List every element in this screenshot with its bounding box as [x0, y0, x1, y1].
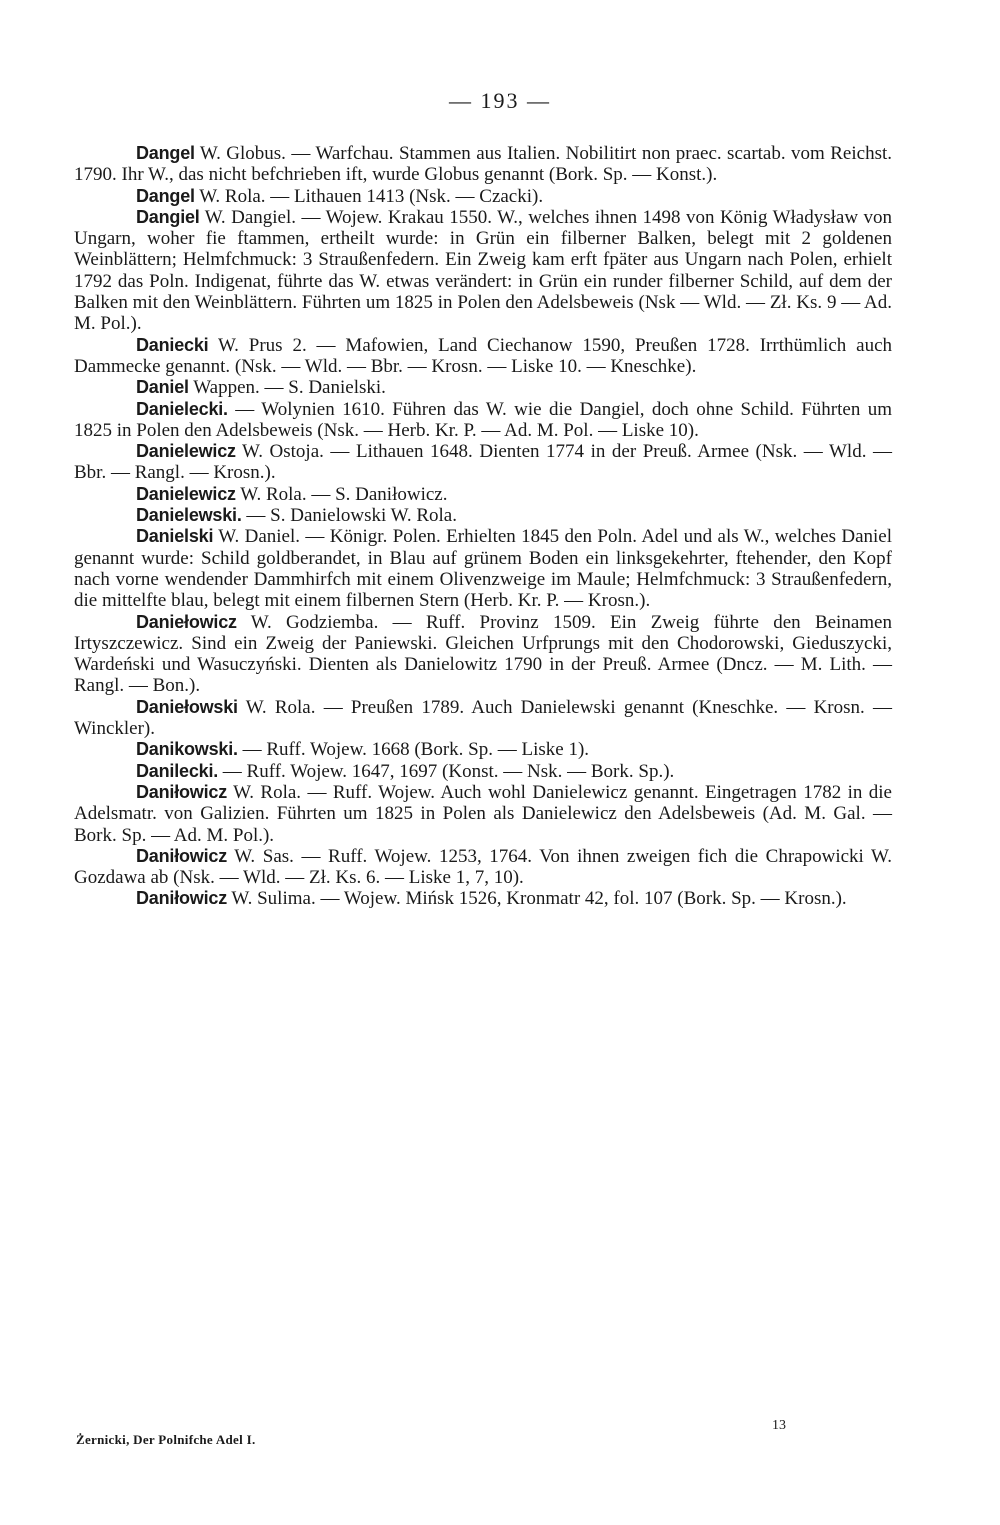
entry-text: W. Globus. — Warfchau. Stammen aus Italien. Nobilitirt non praec. scartab. vom Reichst. 1790. Ihr W., das nicht befchrieben ift, wurde Globus genannt (Bork. Sp. — Konst.).	[74, 143, 892, 186]
entry	[74, 335, 892, 378]
entry-text: — Ruff. Wojew. 1668 (Bork. Sp. — Liske 1).	[237, 739, 590, 761]
entry-text: — S. Danielowski W. Rola.	[241, 505, 457, 527]
entry-list	[74, 143, 892, 910]
entry	[74, 888, 892, 909]
entry	[74, 505, 892, 526]
entry-name: Dangiel	[136, 206, 200, 227]
entry-text: Wappen. — S. Danielski.	[188, 377, 386, 399]
entry-name: Daniełowski	[136, 696, 238, 717]
entry-text: — Ruff. Wojew. 1647, 1697 (Konst. — Nsk. — Bork. Sp.).	[218, 760, 675, 782]
entry	[74, 186, 892, 207]
entry-name: Dangel	[136, 143, 195, 163]
entry-text: — Wolynien 1610. Führen das W. wie die Dangiel, doch ohne Schild. Führten um 1825 in Polen den Adelsbeweis (Nsk. — Herb. Kr. P. — Ad. M. Pol. — Liske 10).	[74, 398, 892, 441]
entry-name: Daniłowicz	[136, 845, 228, 866]
entry-text: W. Daniel. — Königr. Polen. Erhielten 1845 den Poln. Adel und als W., welches Daniel genannt wurde: Schild goldberandet, in Blau auf grünem Boden ein linksgekehrter, ftehender, den Kopf nach vorne wendender Dammhirfch mit einem Olivenzweige im Maule; Helmfchmuck: 3 Straußenfedern, die mittelfte blau, belegt mit einem filbernen Stern (Herb. Kr. P. — Krosn.).	[74, 526, 892, 612]
entry-text: W. Rola. — Lithauen 1413 (Nsk. — Czacki).	[194, 185, 544, 207]
page-number: — 193 —	[449, 88, 551, 113]
entry-text: W. Rola. — Preußen 1789. Auch Danielewski genannt (Kneschke. — Krosn. — Winckler).	[74, 696, 892, 740]
entry-name: Daniel	[136, 377, 189, 398]
entry-text: W. Sulima. — Wojew. Mińsk 1526, Kronmatr 42, fol. 107 (Bork. Sp. — Krosn.).	[227, 888, 847, 910]
entry-name: Daniłowicz	[136, 781, 228, 802]
entry	[74, 782, 892, 846]
entry-name: Daniecki	[136, 334, 209, 355]
entry-name: Danielewicz	[136, 441, 236, 462]
entry-text: W. Godziemba. — Ruff. Provinz 1509. Ein Zweig führte den Beinamen Irtyszczewicz. Sind ein Zweig der Paniewski. Gleichen Urfprungs mit den Chodorowski, Gieduszycki, Wardeński und Wasuczyński. Dienten als Danielowitz 1790 in der Preuß. Armee (Dncz. — M. Lith. — Rangl. — Bon.).	[74, 611, 892, 697]
entry	[74, 484, 892, 505]
entry	[74, 143, 892, 186]
entry-text: W. Dangiel. — Wojew. Krakau 1550. W., welches ihnen 1498 von König Władysław von Ungarn, woher fie ftammen, ertheilt wurde: in Grün ein filberner Balken, belegt mit 2 goldenen Weinblättern; Helmfchmuck: 3 Straußenfedern. Ein Zweig kam erft fpäter aus Ungarn nach Polen, erhielt 1792 das Poln. Indigenat, führte das W. etwas verändert: in Grün ein runder filberner Schild, auf dem der Balken mit den Weinblättern. Führten um 1825 in Polen den Adelsbeweis (Nsk — Wld. — Zł. Ks. 9 — Ad. M. Pol.).	[74, 206, 892, 335]
entry-text: W. Prus 2. — Mafowien, Land Ciechanow 1590, Preußen 1728. Irrthümlich auch Dammecke genannt. (Nsk. — Wld. — Bbr. — Krosn. — Liske 10. — Kneschke).	[74, 334, 892, 377]
entry-name: Danikowski.	[136, 739, 238, 760]
entry-name: Daniłowicz	[136, 888, 228, 909]
entry-name: Danielewicz	[136, 483, 236, 504]
entry	[74, 399, 892, 442]
sheet-number: 13	[772, 1418, 786, 1433]
entry-name: Danielewski.	[136, 505, 242, 526]
entry-text: W. Ostoja. — Lithauen 1648. Dienten 1774 in der Preuß. Armee (Nsk. — Wld. — Bbr. — Rangl. — Krosn.).	[74, 441, 892, 484]
entry	[74, 761, 892, 782]
printer-signature: Żernicki, Der Polnifche Adel I.	[76, 1432, 256, 1447]
entry-text: W. Rola. — Ruff. Wojew. Auch wohl Danielewicz genannt. Eingetragen 1782 in die Adelsmatr. von Galizien. Führten um 1825 in Polen als Danielewicz den Adelsbeweis (Ad. M. Gal. — Bork. Sp. — Ad. M. Pol.).	[74, 781, 892, 846]
entry	[74, 612, 892, 697]
entry	[74, 377, 892, 398]
entry	[74, 207, 892, 335]
entry-text: W. Sas. — Ruff. Wojew. 1253, 1764. Von ihnen zweigen fich die Chrapowicki W. Gozdawa ab (Nsk. — Wld. — Zł. Ks. 6. — Liske 1, 7, 10).	[74, 845, 892, 889]
entry-name: Danielski	[136, 526, 214, 547]
entry	[74, 846, 892, 889]
entry	[74, 739, 892, 760]
entry	[74, 441, 892, 484]
entry	[74, 526, 892, 611]
entry-name: Daniełowicz	[136, 611, 237, 632]
entry-name: Danielecki.	[136, 398, 228, 419]
entry-text: W. Rola. — S. Daniłowicz.	[235, 483, 448, 505]
entry	[74, 697, 892, 740]
entry-name: Danilecki.	[136, 760, 219, 781]
entry-name: Dangel	[136, 185, 195, 206]
